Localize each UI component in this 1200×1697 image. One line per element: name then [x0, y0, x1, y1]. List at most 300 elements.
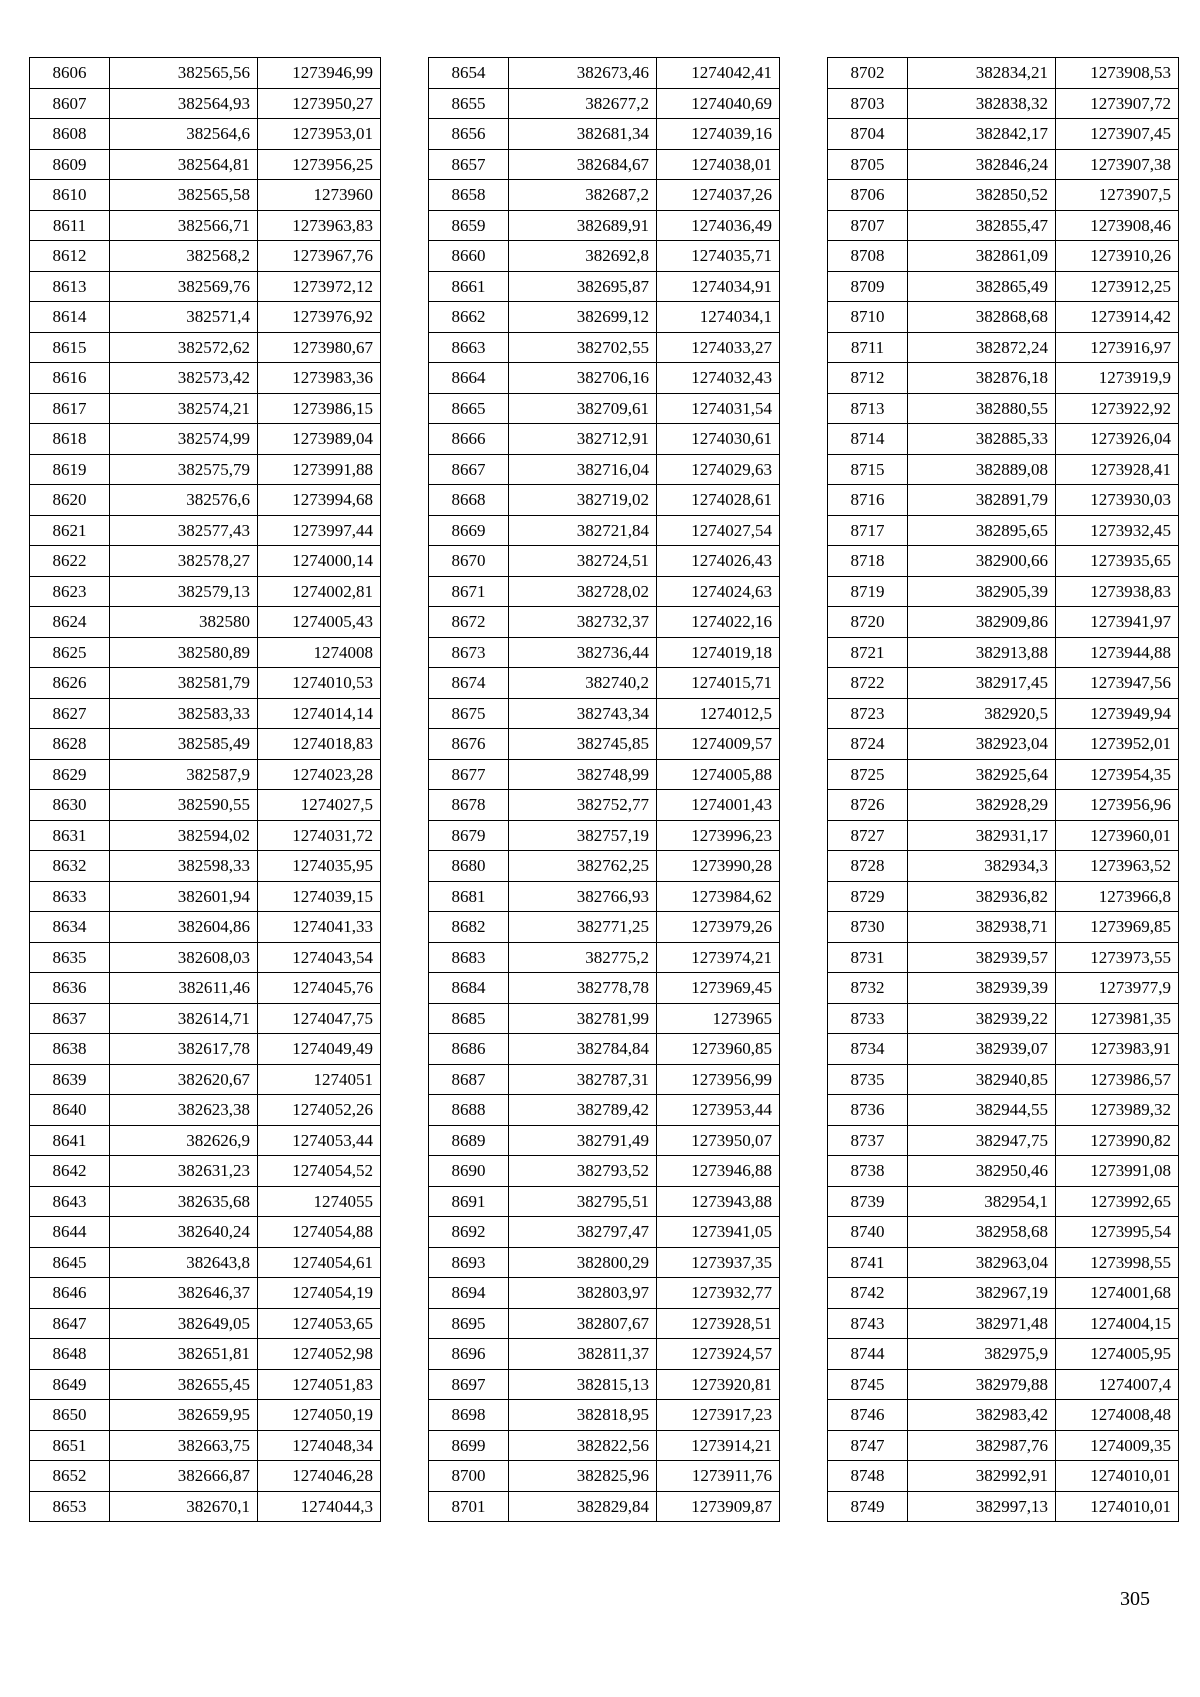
x-coordinate-cell: 382781,99 — [509, 1003, 657, 1034]
y-coordinate-cell: 1274009,57 — [657, 729, 780, 760]
x-coordinate-cell: 382784,84 — [509, 1034, 657, 1065]
table-row — [828, 546, 1179, 577]
table-row — [30, 851, 381, 882]
point-number-cell: 8722 — [828, 668, 908, 699]
x-coordinate-cell: 382934,3 — [908, 851, 1056, 882]
x-coordinate-cell: 382752,77 — [509, 790, 657, 821]
x-coordinate-cell: 382939,07 — [908, 1034, 1056, 1065]
y-coordinate-cell: 1274032,43 — [657, 363, 780, 394]
table-row — [30, 1095, 381, 1126]
coordinates-table-3 — [827, 57, 1179, 1522]
x-coordinate-cell: 382687,2 — [509, 180, 657, 211]
point-number-cell: 8617 — [30, 393, 110, 424]
y-coordinate-cell: 1273912,25 — [1056, 271, 1179, 302]
table-row — [30, 88, 381, 119]
table-row — [828, 515, 1179, 546]
table-row — [30, 912, 381, 943]
table-row — [429, 637, 780, 668]
y-coordinate-cell: 1274038,01 — [657, 149, 780, 180]
table-row — [429, 1217, 780, 1248]
point-number-cell: 8652 — [30, 1461, 110, 1492]
table-body — [30, 58, 381, 1522]
y-coordinate-cell: 1274010,53 — [258, 668, 381, 699]
y-coordinate-cell: 1273969,85 — [1056, 912, 1179, 943]
table-row — [828, 912, 1179, 943]
y-coordinate-cell: 1274000,14 — [258, 546, 381, 577]
point-number-cell: 8697 — [429, 1369, 509, 1400]
x-coordinate-cell: 382797,47 — [509, 1217, 657, 1248]
x-coordinate-cell: 382766,93 — [509, 881, 657, 912]
y-coordinate-cell: 1273996,23 — [657, 820, 780, 851]
table-row — [429, 180, 780, 211]
table-row — [828, 942, 1179, 973]
y-coordinate-cell: 1273990,28 — [657, 851, 780, 882]
point-number-cell: 8638 — [30, 1034, 110, 1065]
table-row — [30, 515, 381, 546]
table-row — [30, 973, 381, 1004]
x-coordinate-cell: 382928,29 — [908, 790, 1056, 821]
y-coordinate-cell: 1274053,65 — [258, 1308, 381, 1339]
x-coordinate-cell: 382947,75 — [908, 1125, 1056, 1156]
point-number-cell: 8744 — [828, 1339, 908, 1370]
x-coordinate-cell: 382689,91 — [509, 210, 657, 241]
x-coordinate-cell: 382963,04 — [908, 1247, 1056, 1278]
y-coordinate-cell: 1273907,72 — [1056, 88, 1179, 119]
point-number-cell: 8608 — [30, 119, 110, 150]
y-coordinate-cell: 1273944,88 — [1056, 637, 1179, 668]
point-number-cell: 8723 — [828, 698, 908, 729]
y-coordinate-cell: 1274018,83 — [258, 729, 381, 760]
table-row — [429, 1461, 780, 1492]
y-coordinate-cell: 1273956,96 — [1056, 790, 1179, 821]
x-coordinate-cell: 382721,84 — [509, 515, 657, 546]
point-number-cell: 8618 — [30, 424, 110, 455]
x-coordinate-cell: 382712,91 — [509, 424, 657, 455]
table-row — [429, 58, 780, 89]
y-coordinate-cell: 1274030,61 — [657, 424, 780, 455]
x-coordinate-cell: 382743,34 — [509, 698, 657, 729]
point-number-cell: 8694 — [429, 1278, 509, 1309]
point-number-cell: 8675 — [429, 698, 509, 729]
y-coordinate-cell: 1274014,14 — [258, 698, 381, 729]
y-coordinate-cell: 1274049,49 — [258, 1034, 381, 1065]
y-coordinate-cell: 1273984,62 — [657, 881, 780, 912]
point-number-cell: 8649 — [30, 1369, 110, 1400]
y-coordinate-cell: 1273979,26 — [657, 912, 780, 943]
table-row — [828, 424, 1179, 455]
y-coordinate-cell: 1273969,45 — [657, 973, 780, 1004]
x-coordinate-cell: 382564,81 — [110, 149, 258, 180]
table-row — [30, 698, 381, 729]
y-coordinate-cell: 1273994,68 — [258, 485, 381, 516]
table-row — [429, 88, 780, 119]
y-coordinate-cell: 1273914,42 — [1056, 302, 1179, 333]
x-coordinate-cell: 382655,45 — [110, 1369, 258, 1400]
table-row — [429, 820, 780, 851]
x-coordinate-cell: 382670,1 — [110, 1491, 258, 1522]
point-number-cell: 8642 — [30, 1156, 110, 1187]
y-coordinate-cell: 1273991,88 — [258, 454, 381, 485]
y-coordinate-cell: 1274001,43 — [657, 790, 780, 821]
table-row — [828, 1247, 1179, 1278]
x-coordinate-cell: 382846,24 — [908, 149, 1056, 180]
y-coordinate-cell: 1274015,71 — [657, 668, 780, 699]
point-number-cell: 8669 — [429, 515, 509, 546]
y-coordinate-cell: 1273980,67 — [258, 332, 381, 363]
point-number-cell: 8696 — [429, 1339, 509, 1370]
x-coordinate-cell: 382800,29 — [509, 1247, 657, 1278]
x-coordinate-cell: 382677,2 — [509, 88, 657, 119]
point-number-cell: 8735 — [828, 1064, 908, 1095]
table-row — [30, 1003, 381, 1034]
y-coordinate-cell: 1274027,5 — [258, 790, 381, 821]
table-row — [30, 149, 381, 180]
point-number-cell: 8715 — [828, 454, 908, 485]
x-coordinate-cell: 382732,37 — [509, 607, 657, 638]
point-number-cell: 8667 — [429, 454, 509, 485]
point-number-cell: 8607 — [30, 88, 110, 119]
table-row — [828, 1034, 1179, 1065]
table-row — [828, 1308, 1179, 1339]
table-row — [30, 546, 381, 577]
x-coordinate-cell: 382939,39 — [908, 973, 1056, 1004]
y-coordinate-cell: 1273938,83 — [1056, 576, 1179, 607]
y-coordinate-cell: 1273910,26 — [1056, 241, 1179, 272]
point-number-cell: 8693 — [429, 1247, 509, 1278]
y-coordinate-cell: 1274035,71 — [657, 241, 780, 272]
x-coordinate-cell: 382997,13 — [908, 1491, 1056, 1522]
y-coordinate-cell: 1274036,49 — [657, 210, 780, 241]
y-coordinate-cell: 1274044,3 — [258, 1491, 381, 1522]
table-row — [828, 1369, 1179, 1400]
x-coordinate-cell: 382719,02 — [509, 485, 657, 516]
point-number-cell: 8647 — [30, 1308, 110, 1339]
point-number-cell: 8654 — [429, 58, 509, 89]
point-number-cell: 8732 — [828, 973, 908, 1004]
y-coordinate-cell: 1274004,15 — [1056, 1308, 1179, 1339]
table-row — [429, 424, 780, 455]
table-row — [30, 637, 381, 668]
y-coordinate-cell: 1273950,27 — [258, 88, 381, 119]
x-coordinate-cell: 382987,76 — [908, 1430, 1056, 1461]
table-row — [828, 119, 1179, 150]
point-number-cell: 8673 — [429, 637, 509, 668]
table-row — [30, 119, 381, 150]
table-row — [429, 1247, 780, 1278]
y-coordinate-cell: 1274029,63 — [657, 454, 780, 485]
x-coordinate-cell: 382748,99 — [509, 759, 657, 790]
x-coordinate-cell: 382692,8 — [509, 241, 657, 272]
x-coordinate-cell: 382815,13 — [509, 1369, 657, 1400]
x-coordinate-cell: 382576,6 — [110, 485, 258, 516]
point-number-cell: 8688 — [429, 1095, 509, 1126]
x-coordinate-cell: 382803,97 — [509, 1278, 657, 1309]
table-row — [828, 1064, 1179, 1095]
y-coordinate-cell: 1274046,28 — [258, 1461, 381, 1492]
table-row — [828, 485, 1179, 516]
table-row — [828, 210, 1179, 241]
y-coordinate-cell: 1274031,54 — [657, 393, 780, 424]
table-row — [30, 607, 381, 638]
x-coordinate-cell: 382585,49 — [110, 729, 258, 760]
table-row — [30, 485, 381, 516]
table-row — [429, 1400, 780, 1431]
table-row — [30, 332, 381, 363]
table-row — [429, 1186, 780, 1217]
page-number: 305 — [1120, 1588, 1150, 1610]
y-coordinate-cell: 1273963,52 — [1056, 851, 1179, 882]
point-number-cell: 8637 — [30, 1003, 110, 1034]
x-coordinate-cell: 382574,99 — [110, 424, 258, 455]
x-coordinate-cell: 382604,86 — [110, 912, 258, 943]
x-coordinate-cell: 382681,34 — [509, 119, 657, 150]
y-coordinate-cell: 1273976,92 — [258, 302, 381, 333]
x-coordinate-cell: 382838,32 — [908, 88, 1056, 119]
y-coordinate-cell: 1274052,26 — [258, 1095, 381, 1126]
point-number-cell: 8726 — [828, 790, 908, 821]
table-row — [30, 729, 381, 760]
table-row — [828, 332, 1179, 363]
point-number-cell: 8634 — [30, 912, 110, 943]
point-number-cell: 8629 — [30, 759, 110, 790]
table-row — [30, 1430, 381, 1461]
table-row — [429, 332, 780, 363]
y-coordinate-cell: 1273991,08 — [1056, 1156, 1179, 1187]
x-coordinate-cell: 382571,4 — [110, 302, 258, 333]
table-row — [429, 302, 780, 333]
y-coordinate-cell: 1274053,44 — [258, 1125, 381, 1156]
x-coordinate-cell: 382566,71 — [110, 210, 258, 241]
x-coordinate-cell: 382635,68 — [110, 1186, 258, 1217]
y-coordinate-cell: 1273935,65 — [1056, 546, 1179, 577]
point-number-cell: 8718 — [828, 546, 908, 577]
y-coordinate-cell: 1273943,88 — [657, 1186, 780, 1217]
table-row — [828, 241, 1179, 272]
y-coordinate-cell: 1274033,27 — [657, 332, 780, 363]
x-coordinate-cell: 382564,93 — [110, 88, 258, 119]
point-number-cell: 8621 — [30, 515, 110, 546]
table-row — [30, 1369, 381, 1400]
x-coordinate-cell: 382583,33 — [110, 698, 258, 729]
point-number-cell: 8656 — [429, 119, 509, 150]
y-coordinate-cell: 1273941,97 — [1056, 607, 1179, 638]
x-coordinate-cell: 382724,51 — [509, 546, 657, 577]
x-coordinate-cell: 382659,95 — [110, 1400, 258, 1431]
y-coordinate-cell: 1274042,41 — [657, 58, 780, 89]
point-number-cell: 8708 — [828, 241, 908, 272]
y-coordinate-cell: 1274010,01 — [1056, 1491, 1179, 1522]
point-number-cell: 8700 — [429, 1461, 509, 1492]
y-coordinate-cell: 1273932,45 — [1056, 515, 1179, 546]
point-number-cell: 8672 — [429, 607, 509, 638]
x-coordinate-cell: 382939,57 — [908, 942, 1056, 973]
table-row — [429, 149, 780, 180]
y-coordinate-cell: 1273928,51 — [657, 1308, 780, 1339]
x-coordinate-cell: 382811,37 — [509, 1339, 657, 1370]
y-coordinate-cell: 1273995,54 — [1056, 1217, 1179, 1248]
point-number-cell: 8713 — [828, 393, 908, 424]
x-coordinate-cell: 382913,88 — [908, 637, 1056, 668]
point-number-cell: 8716 — [828, 485, 908, 516]
x-coordinate-cell: 382979,88 — [908, 1369, 1056, 1400]
point-number-cell: 8616 — [30, 363, 110, 394]
x-coordinate-cell: 382626,9 — [110, 1125, 258, 1156]
table-row — [828, 1217, 1179, 1248]
x-coordinate-cell: 382950,46 — [908, 1156, 1056, 1187]
x-coordinate-cell: 382575,79 — [110, 454, 258, 485]
y-coordinate-cell: 1273952,01 — [1056, 729, 1179, 760]
x-coordinate-cell: 382673,46 — [509, 58, 657, 89]
x-coordinate-cell: 382646,37 — [110, 1278, 258, 1309]
point-number-cell: 8734 — [828, 1034, 908, 1065]
point-number-cell: 8619 — [30, 454, 110, 485]
point-number-cell: 8695 — [429, 1308, 509, 1339]
table-row — [429, 698, 780, 729]
y-coordinate-cell: 1273953,44 — [657, 1095, 780, 1126]
table-row — [429, 1034, 780, 1065]
y-coordinate-cell: 1273992,65 — [1056, 1186, 1179, 1217]
table-row — [30, 302, 381, 333]
x-coordinate-cell: 382598,33 — [110, 851, 258, 882]
y-coordinate-cell: 1274002,81 — [258, 576, 381, 607]
x-coordinate-cell: 382971,48 — [908, 1308, 1056, 1339]
point-number-cell: 8662 — [429, 302, 509, 333]
x-coordinate-cell: 382614,71 — [110, 1003, 258, 1034]
point-number-cell: 8639 — [30, 1064, 110, 1095]
table-row — [429, 759, 780, 790]
point-number-cell: 8748 — [828, 1461, 908, 1492]
x-coordinate-cell: 382579,13 — [110, 576, 258, 607]
table-row — [30, 942, 381, 973]
table-row — [30, 1034, 381, 1065]
table-row — [30, 210, 381, 241]
y-coordinate-cell: 1274008,48 — [1056, 1400, 1179, 1431]
point-number-cell: 8628 — [30, 729, 110, 760]
table-row — [828, 820, 1179, 851]
point-number-cell: 8657 — [429, 149, 509, 180]
x-coordinate-cell: 382975,9 — [908, 1339, 1056, 1370]
table-row — [30, 881, 381, 912]
x-coordinate-cell: 382640,24 — [110, 1217, 258, 1248]
table-row — [828, 302, 1179, 333]
y-coordinate-cell: 1273954,35 — [1056, 759, 1179, 790]
y-coordinate-cell: 1273998,55 — [1056, 1247, 1179, 1278]
point-number-cell: 8745 — [828, 1369, 908, 1400]
x-coordinate-cell: 382565,58 — [110, 180, 258, 211]
table-row — [828, 1003, 1179, 1034]
x-coordinate-cell: 382825,96 — [509, 1461, 657, 1492]
x-coordinate-cell: 382608,03 — [110, 942, 258, 973]
table-row — [429, 210, 780, 241]
point-number-cell: 8736 — [828, 1095, 908, 1126]
x-coordinate-cell: 382666,87 — [110, 1461, 258, 1492]
x-coordinate-cell: 382631,23 — [110, 1156, 258, 1187]
y-coordinate-cell: 1273983,91 — [1056, 1034, 1179, 1065]
y-coordinate-cell: 1274050,19 — [258, 1400, 381, 1431]
point-number-cell: 8650 — [30, 1400, 110, 1431]
x-coordinate-cell: 382967,19 — [908, 1278, 1056, 1309]
point-number-cell: 8711 — [828, 332, 908, 363]
point-number-cell: 8622 — [30, 546, 110, 577]
y-coordinate-cell: 1274054,61 — [258, 1247, 381, 1278]
point-number-cell: 8612 — [30, 241, 110, 272]
point-number-cell: 8625 — [30, 637, 110, 668]
point-number-cell: 8682 — [429, 912, 509, 943]
y-coordinate-cell: 1273932,77 — [657, 1278, 780, 1309]
table-row — [30, 820, 381, 851]
table-row — [828, 1491, 1179, 1522]
table-row — [429, 119, 780, 150]
y-coordinate-cell: 1273953,01 — [258, 119, 381, 150]
y-coordinate-cell: 1273947,56 — [1056, 668, 1179, 699]
y-coordinate-cell: 1274026,43 — [657, 546, 780, 577]
y-coordinate-cell: 1274055 — [258, 1186, 381, 1217]
point-number-cell: 8738 — [828, 1156, 908, 1187]
point-number-cell: 8687 — [429, 1064, 509, 1095]
y-coordinate-cell: 1273974,21 — [657, 942, 780, 973]
y-coordinate-cell: 1274009,35 — [1056, 1430, 1179, 1461]
x-coordinate-cell: 382793,52 — [509, 1156, 657, 1187]
table-row — [429, 271, 780, 302]
x-coordinate-cell: 382850,52 — [908, 180, 1056, 211]
point-number-cell: 8664 — [429, 363, 509, 394]
y-coordinate-cell: 1273965 — [657, 1003, 780, 1034]
y-coordinate-cell: 1274007,4 — [1056, 1369, 1179, 1400]
y-coordinate-cell: 1273983,36 — [258, 363, 381, 394]
point-number-cell: 8659 — [429, 210, 509, 241]
y-coordinate-cell: 1273989,32 — [1056, 1095, 1179, 1126]
table-row — [429, 1339, 780, 1370]
x-coordinate-cell: 382745,85 — [509, 729, 657, 760]
x-coordinate-cell: 382580,89 — [110, 637, 258, 668]
y-coordinate-cell: 1274054,19 — [258, 1278, 381, 1309]
y-coordinate-cell: 1274034,1 — [657, 302, 780, 333]
x-coordinate-cell: 382939,22 — [908, 1003, 1056, 1034]
point-number-cell: 8610 — [30, 180, 110, 211]
point-number-cell: 8717 — [828, 515, 908, 546]
coordinates-table-2 — [428, 57, 780, 1522]
y-coordinate-cell: 1273919,9 — [1056, 363, 1179, 394]
y-coordinate-cell: 1274054,52 — [258, 1156, 381, 1187]
point-number-cell: 8683 — [429, 942, 509, 973]
y-coordinate-cell: 1274024,63 — [657, 576, 780, 607]
point-number-cell: 8632 — [30, 851, 110, 882]
point-number-cell: 8648 — [30, 1339, 110, 1370]
point-number-cell: 8620 — [30, 485, 110, 516]
x-coordinate-cell: 382580 — [110, 607, 258, 638]
x-coordinate-cell: 382771,25 — [509, 912, 657, 943]
table-row — [828, 698, 1179, 729]
y-coordinate-cell: 1273908,46 — [1056, 210, 1179, 241]
point-number-cell: 8710 — [828, 302, 908, 333]
table-row — [828, 759, 1179, 790]
table-row — [30, 393, 381, 424]
table-row — [429, 1491, 780, 1522]
table-row — [30, 363, 381, 394]
table-row — [828, 58, 1179, 89]
x-coordinate-cell: 382880,55 — [908, 393, 1056, 424]
table-row — [30, 1125, 381, 1156]
y-coordinate-cell: 1273911,76 — [657, 1461, 780, 1492]
table-row — [30, 1308, 381, 1339]
point-number-cell: 8606 — [30, 58, 110, 89]
x-coordinate-cell: 382842,17 — [908, 119, 1056, 150]
point-number-cell: 8705 — [828, 149, 908, 180]
y-coordinate-cell: 1274022,16 — [657, 607, 780, 638]
x-coordinate-cell: 382983,42 — [908, 1400, 1056, 1431]
y-coordinate-cell: 1274012,5 — [657, 698, 780, 729]
table-row — [429, 1369, 780, 1400]
